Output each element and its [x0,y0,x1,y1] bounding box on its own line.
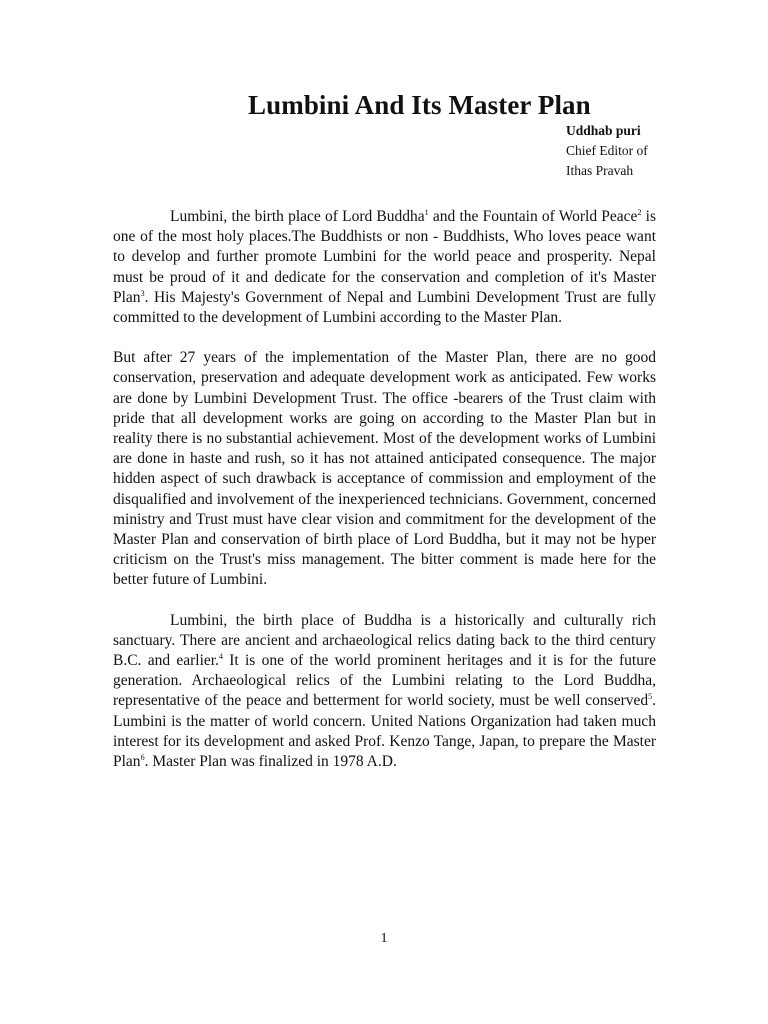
paragraph-text: . Master Plan was finalized in 1978 A.D. [144,753,397,771]
document-title: Lumbini And Its Master Plan [248,90,591,120]
paragraph-1 [113,207,656,328]
paragraph-text: Lumbini, the birth place of Lord Buddha [170,208,425,225]
footnote-ref: 6 [140,752,145,762]
paragraph-text: It is one of the world prominent heritages and it is for the future generation. Archaeological relics of the Lumbini relating to the Lord Buddha, representative of the peace and betterment for world society, must be well conserved [113,652,656,710]
paragraph-text: But after 27 years of the implementation of the Master Plan, there are no good conservation, preservation and adequate development work as anticipated. Few works are done by Lumbini Development Trust. The office -bearers of the Trust claim with pride that all development works are going on according to the Master Plan but in reality there is no substantial achievement. Most of the development works of Lumbini are done in haste and rush, so it has not attained anticipated consequence. The major hidden aspect of such drawback is acceptance of commission and employment of the disqualified and involvement of the inexperienced technicians. Government, concerned ministry and Trust must have clear vision and commitment for the development of the Master Plan and conservation of birth place of Lord Buddha, but it may not be hyper criticism on the Trust's miss management. The bitter comment is made here for the better future of Lumbini. [113,349,656,589]
footnote-ref: 1 [424,207,429,217]
paragraph-text: Lumbini, the birth place of Buddha is a historically and culturally rich sanctuary. There are ancient and archaeological relics dating back to the third century B.C. and earlier. [113,611,656,670]
paragraph-text: is one of the most holy places.The Buddhists or non - Buddhists, Who loves peace want to develop and further promote Lumbini for the world peace and prosperity. Nepal must be proud of it and dedicate for the conservation and completion of it's Master Plan [113,208,656,306]
paragraph-text: and the Fountain of World Peace [428,208,638,225]
paragraph-2 [113,348,656,590]
author-name: Uddhab puri [566,123,641,138]
footnote-ref: 4 [218,651,223,661]
document-body [113,207,656,792]
author-byline [566,121,648,181]
paragraph-3 [113,611,656,773]
paragraph-text: . Lumbini is the matter of world concern. United Nations Organization had taken much interest for its development and asked Prof. Kenzo Tange, Japan, to prepare the Master Plan [113,692,656,771]
page-number: 1 [380,931,388,946]
footnote-ref: 5 [648,692,653,702]
footnote-ref: 3 [140,288,145,298]
footnote-ref: 2 [637,207,642,217]
author-role-line-1: Chief Editor of [566,143,648,158]
author-role-line-2: Ithas Pravah [566,163,634,178]
paragraph-text: . His Majesty's Government of Nepal and Lumbini Development Trust are fully committed to the development of Lumbini according to the Master Plan. [113,288,656,327]
